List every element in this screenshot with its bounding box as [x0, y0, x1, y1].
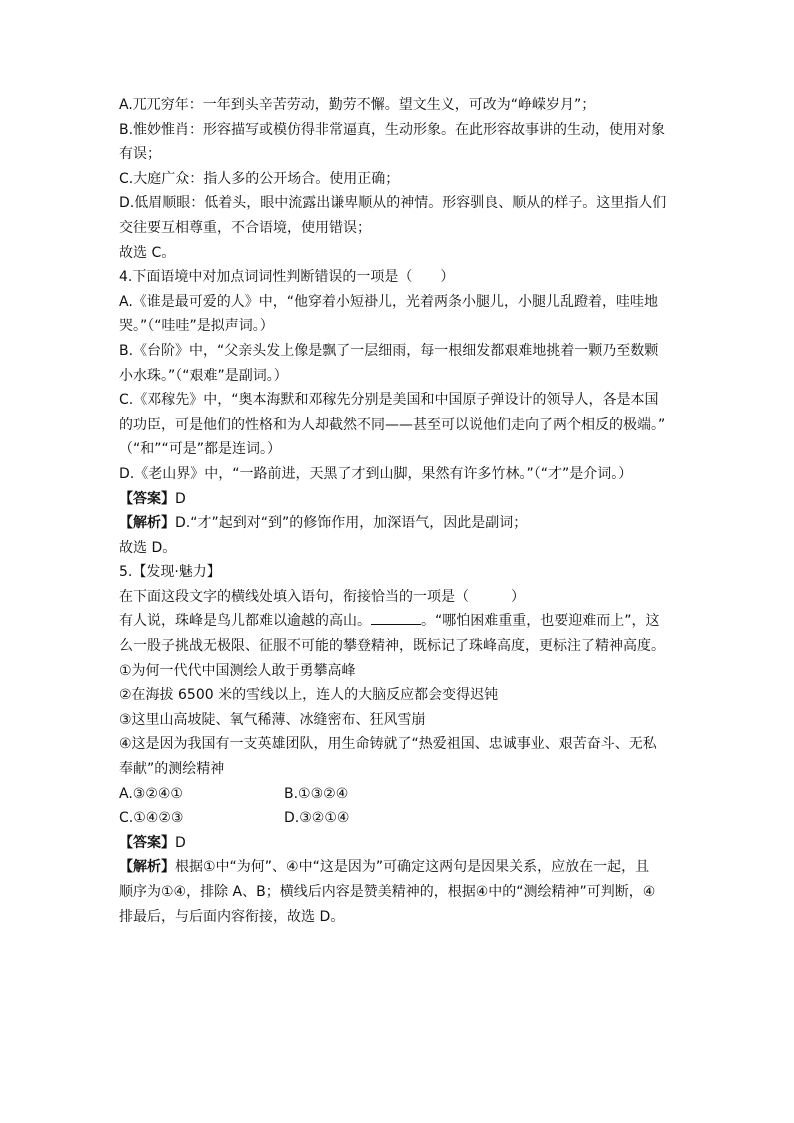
- q4-explanation: [119, 511, 679, 536]
- q3-option-b-explain: B.惟妙惟肖：形容描写或模仿得非常逼真，生动形象。在此形容故事讲的生动，使用对象: [119, 121, 666, 138]
- answer-label: 【答案】: [119, 834, 175, 851]
- q5-explanation-end: 排最后，与后面内容衔接，故选 D。: [119, 908, 345, 925]
- q5-option-d: D.③②①④: [284, 810, 350, 827]
- q4-option-c: C.《邓稼先》中，“奥本海默和邓稼先分别是美国和中国原子弹设计的领导人，各是本国: [119, 392, 659, 409]
- q5-sentence-2: ②在海拔 6500 米的雪线以上，连人的大脑反应都会变得迟钝: [119, 687, 499, 704]
- q4-option-a-cont: 哭。”（“哇哇”是拟声词。）: [119, 318, 274, 335]
- q5-explanation-cont: 顺序为①④，排除 A、B；横线后内容是赞美精神的，根据④中的“测绘精神”可判断，④: [119, 884, 656, 900]
- passage-text-cont: 。“哪怕困难重重，也要迎难而上”，这: [421, 613, 660, 630]
- q3-option-d-explain-cont: 交往要互相尊重，不合语境，使用错误；: [119, 219, 371, 236]
- explanation-label: 【解析】: [119, 859, 175, 876]
- q4-answer: [119, 487, 679, 512]
- q3-option-c-explain: C.大庭广众：指人多的公开场合。使用正确；: [119, 170, 400, 187]
- explanation-text: 根据①中“为何”、④中“这是因为”可确定这两句是因果关系，应放在一起，且: [175, 859, 650, 876]
- answer-value: D: [175, 834, 186, 851]
- q3-option-d-explain: D.低眉顺眼：低着头，眼中流露出谦卑顺从的神情。形容驯良、顺从的样子。这里指人们: [119, 195, 667, 212]
- q5-option-c: C.①④②③: [119, 810, 184, 827]
- q3-conclusion: 故选 C。: [119, 244, 176, 261]
- document-body: [119, 93, 679, 929]
- q5-passage: [119, 609, 679, 634]
- q5-sentence-3: ③这里山高坡陡、氧气稀薄、冰缝密布、狂风雪崩: [119, 711, 426, 728]
- q5-sentence-1: ①为何一代代中国测绘人敢于勇攀高峰: [119, 662, 356, 679]
- q5-explanation: [119, 855, 679, 880]
- q4-stem: 4.下面语境中对加点词词性判断错误的一项是（ ）: [119, 269, 455, 286]
- answer-value: D: [175, 490, 186, 507]
- q3-option-a-explain: A.兀兀穷年：一年到头辛苦劳动，勤劳不懈。望文生义，可改为“峥嵘岁月”；: [119, 97, 596, 113]
- passage-text: 有人说，珠峰是鸟儿都难以逾越的高山。: [119, 613, 371, 630]
- q5-options-row-1: [119, 782, 679, 807]
- q4-option-c-cont: 的功臣，可是他们的性格和为人却截然不同——甚至可以说他们走向了两个相反的极端。”: [119, 416, 666, 433]
- fill-in-blank: [371, 610, 421, 625]
- explanation-text: D.“才”起到对“到”的修饰作用，加深语气，因此是副词；: [175, 515, 528, 532]
- q4-option-b-cont: 小水珠。”（“艰难”是副词。）: [119, 367, 288, 384]
- q4-conclusion: 故选 D。: [119, 539, 177, 556]
- q5-answer: [119, 831, 679, 856]
- q4-option-d: D.《老山界》中，“一路前进，天黑了才到山脚，果然有许多竹林。”（“才”是介词。）: [119, 465, 633, 482]
- q5-sentence-4: ④这是因为我国有一支英雄团队，用生命铸就了“热爱祖国、忠诚事业、艰苦奋斗、无私: [119, 736, 657, 753]
- q5-options-row-2: [119, 806, 679, 831]
- q4-option-c-note: （“和”“可是”都是连词。）: [119, 441, 282, 458]
- q3-option-b-explain-cont: 有误；: [119, 146, 161, 163]
- q4-option-a: A.《谁是最可爱的人》中，“他穿着小短褂儿，光着两条小腿儿，小腿儿乱蹬着，哇哇地: [119, 293, 659, 310]
- q5-stem: 在下面这段文字的横线处填入语句，衔接恰当的一项是（ ）: [119, 588, 525, 605]
- q4-option-b: B.《台阶》中，“父亲头发上像是飘了一层细雨，每一根细发都艰难地挑着一颗乃至数颗: [119, 342, 659, 359]
- q5-option-b: B.①③②④: [284, 785, 349, 802]
- explanation-label: 【解析】: [119, 515, 175, 532]
- q5-passage-cont: 么一股子挑战无极限、征服不可能的攀登精神，既标记了珠峰高度，更标注了精神高度。: [119, 638, 665, 655]
- q5-sentence-4-cont: 奉献”的测绘精神: [119, 761, 225, 778]
- q5-option-a: A.③②④①: [119, 785, 183, 802]
- answer-label: 【答案】: [119, 490, 175, 507]
- q5-heading: 5.【发现·魅力】: [119, 564, 221, 581]
